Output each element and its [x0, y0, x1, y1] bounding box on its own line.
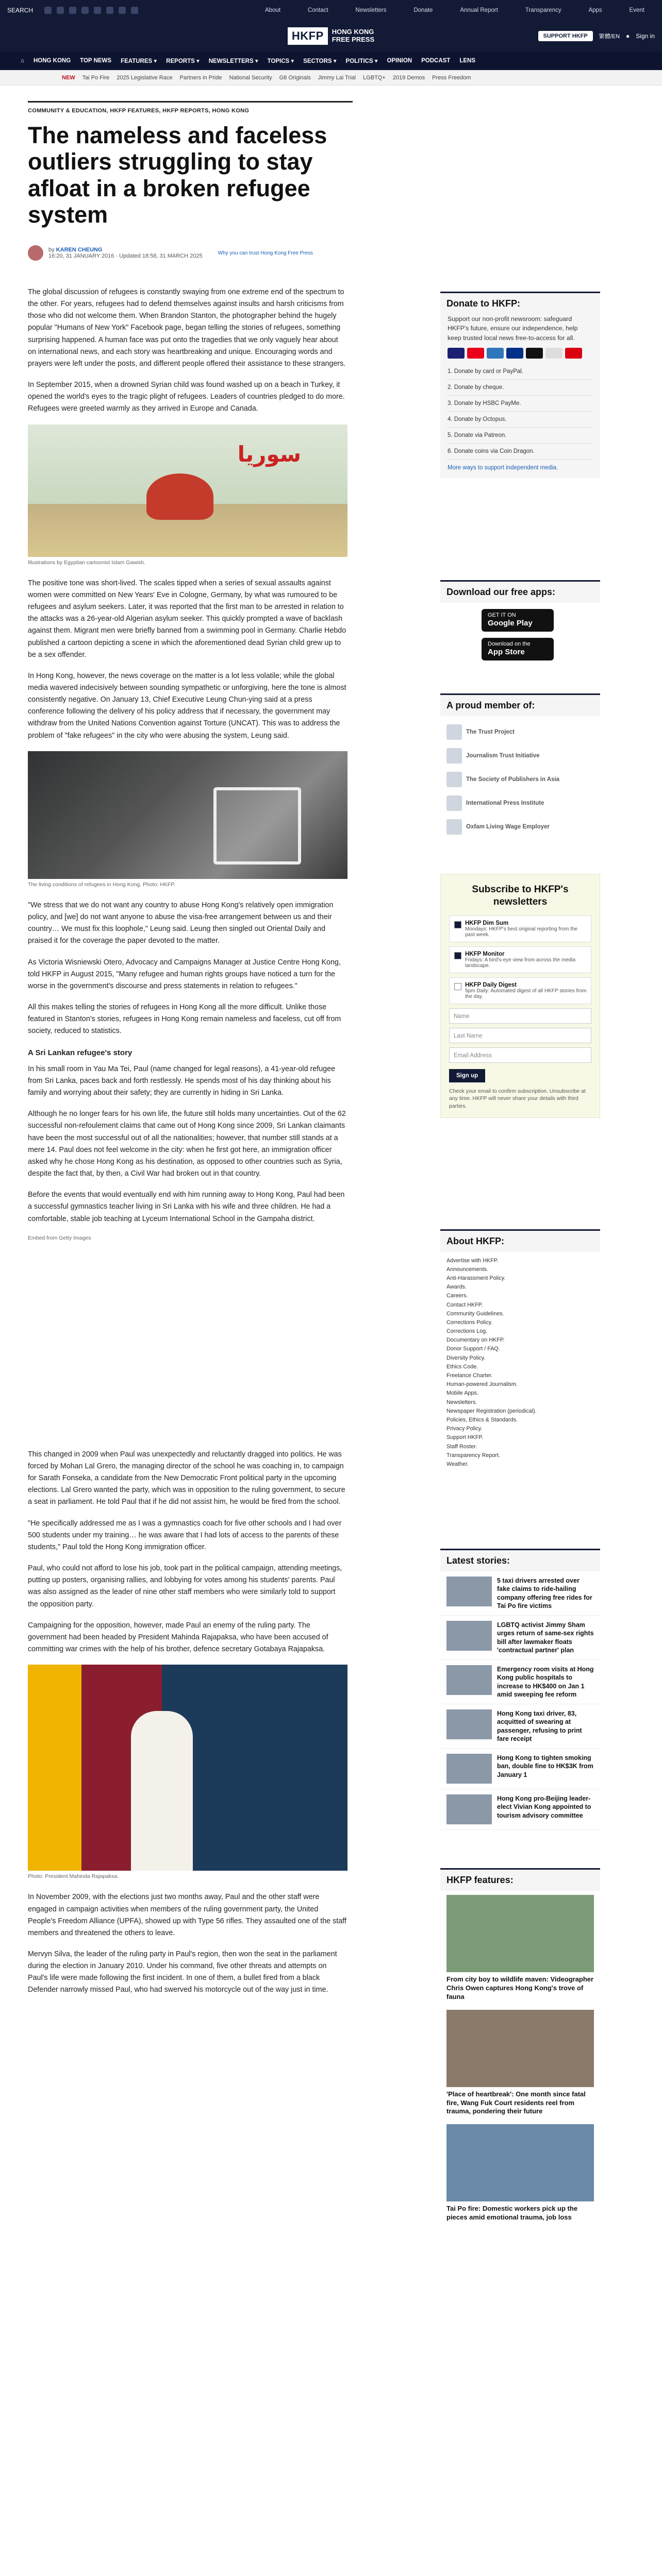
paragraph: "We stress that we do not want any country to abuse Hong Kong's relatively open immigration policy, and [we] do not want anyone to abuse the visa-free arrangement between us and their country… We must fix this loophole," Leung said. Leung then singled out Oriental Daily and praised it for the coverage the paper devoted to the matter. [28, 901, 334, 945]
about-link[interactable]: Donor Support / FAQ. [446, 1346, 500, 1352]
getty-embed-placeholder [28, 1253, 347, 1449]
trending-item[interactable]: G8 Originals [279, 74, 311, 81]
author-avatar [28, 245, 43, 261]
feature-image [446, 2124, 594, 2201]
author-link[interactable]: KAREN CHEUNG [56, 247, 103, 253]
donate-title: Donate to HKFP: [440, 292, 600, 314]
byline-prefix: by [48, 247, 55, 253]
nav-reports[interactable]: REPORTS ▾ [166, 57, 200, 64]
paragraph: Before the events that would eventually end with him running away to Hong Kong, Paul had been a successful gymnastics teacher living in Sri Lanka with his wife and three children. He had a comfortable, stable job teaching at Lyceum International School in the Gampaha district. [28, 1191, 345, 1223]
image-caption: Photo: President Mahinda Rajapaksa. [28, 1873, 119, 1880]
paragraph: Paul, who could not afford to lose his job, took part in the political campaign, attending meetings, putting up posters, organising rallies, and lobbying for votes among his students' parents. Paul was also assigned as the leader of nine other staff members who were similarly told to support the opposition party. [28, 1564, 342, 1608]
newsletter-note: Check your email to confirm subscription. Unsubscribe at any time. HKFP will never share your details with third parties. [449, 1088, 586, 1109]
ipi-icon [446, 795, 462, 811]
story-title: Hong Kong taxi driver, 83, acquitted of swearing at passenger, refusing to print fare receipt [497, 1710, 582, 1742]
donate-widget [440, 292, 600, 478]
story-title: Hong Kong to tighten smoking ban, double fine to HK$3K from January 1 [497, 1754, 593, 1778]
latest-story[interactable] [440, 1660, 600, 1704]
about-link[interactable]: Diversity Policy. [446, 1354, 486, 1361]
donate-option[interactable]: 1. Donate by card or PayPal. [448, 364, 593, 380]
paragraph: "He specifically addressed me as I was a gymnastics coach for five other schools and I had over 500 students under my training… he was aware that I had lots of access to the parents of these students," Paul told the Hong Kong immigration officer. [28, 1519, 342, 1551]
article-dates: 16:20, 31 JANUARY 2016 · Updated 18:58, 31 MARCH 2025 [48, 253, 203, 260]
about-link[interactable]: Privacy Policy. [446, 1426, 483, 1432]
email-input[interactable]: Email Address [449, 1047, 591, 1063]
trending-item[interactable]: 2025 Legislative Race [117, 74, 173, 81]
link-contact[interactable]: Contact [307, 7, 328, 13]
site-logo[interactable] [288, 27, 374, 45]
link-about[interactable]: About [265, 7, 281, 13]
about-link[interactable]: Ethics Code. [446, 1363, 478, 1370]
trending-item[interactable]: Tai Po Fire [82, 74, 110, 81]
about-widget [440, 1229, 600, 1473]
about-link[interactable]: Transparency Report. [446, 1452, 501, 1459]
member-trust-project[interactable] [446, 720, 594, 744]
facebook-icon[interactable] [57, 7, 64, 14]
image-caption: The living conditions of refugees in Hong Kong. Photo: HKFP. [28, 881, 175, 888]
support-hkfp-button[interactable]: SUPPORT HKFP [538, 31, 593, 41]
paragraph: The positive tone was short-lived. The scales tipped when a series of sexual assaults against women were committed on New Years' Eve in Cologne, Germany, by what was rumoured to be refugees and asylum seekers. Later, it was reported that the first man to be arrested in relation to the attacks was a 26-year-old Algerian asylum seeker. This quickly prompted a wave of backlash against them. Migrant men were briefly banned from a swimming pool in Germany. Charlie Hebdo published a cartoon depicting a scene in which the aforementioned dead Syrian child grew up to be a sex offender. [28, 579, 346, 659]
member-label: The Trust Project [466, 729, 515, 735]
applepay-icon [526, 348, 543, 359]
story-title: Hong Kong pro-Beijing leader-elect Vivian Kong appointed to tourism advisory committee [497, 1795, 591, 1819]
nav-politics[interactable]: POLITICS ▾ [346, 57, 378, 64]
logo-line-2: FREE PRESS [332, 36, 375, 43]
nav-top-news[interactable]: TOP NEWS [80, 58, 112, 64]
latest-story[interactable] [440, 1749, 600, 1789]
link-newsletters[interactable]: Newsletters [355, 7, 387, 13]
about-link[interactable]: Advertise with HKFP. [446, 1257, 499, 1264]
member-label: International Press Institute [466, 800, 544, 806]
youtube-icon[interactable] [94, 7, 101, 14]
threads-icon[interactable] [81, 7, 89, 14]
about-link[interactable]: Documentary on HKFP. [446, 1337, 505, 1344]
logo-text [332, 28, 374, 44]
gplay-big: Google Play [488, 619, 533, 628]
image-caption: Illustrations by Egyptian cartoonist Islam Gawish. [28, 559, 146, 566]
nav-podcast[interactable]: PODCAST [421, 58, 451, 64]
about-link[interactable]: Freelance Charter. [446, 1372, 493, 1379]
search-button[interactable]: SEARCH [7, 7, 34, 14]
about-link[interactable]: Careers. [446, 1293, 468, 1299]
telegram-icon[interactable] [119, 7, 126, 14]
about-title: About HKFP: [440, 1229, 600, 1252]
nav-topics[interactable]: TOPICS ▾ [268, 57, 294, 64]
article-categories[interactable]: COMMUNITY & EDUCATION, HKFP FEATURES, HKFP REPORTS, HONG KONG [28, 101, 353, 114]
nl-desc: Fridays: A bird's-eye view from across the media landscape. [465, 957, 576, 969]
member-title: A proud member of: [440, 693, 600, 716]
president-photo [28, 1665, 347, 1871]
story-thumbnail [446, 1665, 492, 1695]
paragraph: In September 2015, when a drowned Syrian child was found washed up on a beach in Turkey, it opened the world's eyes to the tragic plight of refugees. Leaders of countries pledged to do more. Refugees were greeted warmly as they arrived in Europe and Canada. [28, 381, 345, 413]
about-link[interactable]: Policies, Ethics & Standards. [446, 1416, 518, 1423]
last-name-input[interactable]: Last Name [449, 1028, 591, 1043]
oxfam-icon [446, 819, 462, 835]
more-ways-link[interactable]: More ways to support independent media. [448, 465, 558, 471]
story-title: Emergency room visits at Hong Kong public hospitals to increase to HK$400 on Jan 1 amid sweeping fee reform [497, 1666, 594, 1698]
story-thumbnail [446, 1709, 492, 1739]
newsletter-widget [440, 874, 600, 1118]
about-link[interactable]: Weather. [446, 1461, 469, 1467]
newsletter-digest-checkbox[interactable] [449, 977, 591, 1004]
trending-item[interactable]: Partners in Pride [179, 74, 222, 81]
donate-option[interactable]: 3. Donate by HSBC PayMe. [448, 396, 593, 412]
paragraph: In Hong Kong, however, the news coverage on the matter is a lot less volatile; while the global media wavered indecisively between sounding sympathetic or unforgiving, here the tone is almost consistently negative. On January 13, Chief Executive Leung Chun-ying said at a press conference following the delivery of his policy address that if necessary, the government may withdraw from the United Nations Convention against Torture (UNCAT). This was to address the problem of "fake refugees" in the city who were abusing the system, Leung said. [28, 671, 346, 740]
name-input[interactable]: Name [449, 1008, 591, 1024]
user-icon[interactable]: ● [626, 32, 630, 40]
sopa-icon [446, 772, 462, 787]
about-link[interactable]: Human-powered Journalism. [446, 1381, 518, 1388]
trending-item[interactable]: National Security [229, 74, 272, 81]
why-trust-link[interactable]: Why you can trust Hong Kong Free Press [218, 250, 313, 256]
member-oxfam[interactable] [446, 815, 594, 839]
mastercard-icon [467, 348, 484, 359]
feature-title: 'Place of heartbreak': One month since fatal fire, Wang Fuk Court residents reel from trauma, pondering their future [446, 2090, 586, 2115]
appstore-small: Download on the [488, 641, 531, 647]
features-title: HKFP features: [440, 1868, 600, 1891]
apps-title: Download our free apps: [440, 580, 600, 603]
cartoon-text: سوريا [237, 441, 301, 467]
nav-hong-kong[interactable]: HONG KONG [33, 58, 71, 64]
appstore-big: App Store [488, 648, 525, 657]
google-play-button[interactable] [482, 609, 554, 632]
nav-opinion[interactable]: OPINION [387, 58, 412, 64]
social-icons [44, 7, 138, 14]
latest-stories-widget [440, 1549, 600, 1830]
paragraph: Mervyn Silva, the leader of the ruling party in Paul's region, then won the seat in the parliament during the election in January 2010. Under his command, five other threats and attempts on Paul's life were made following the first incident. In one of them, a bullet fired from a black Defender narrowly missed Paul, who had swerved his motorcycle out of the way just in time. [28, 1950, 337, 1994]
paragraph: This changed in 2009 when Paul was unexpectedly and reluctantly dragged into politics. He was forced by Mohan Lal Grero, the managing director of the school he was coaching in, to campaign for Sarath Fonseka, a candidate from the New Democratic Front political party in the upcoming elections. Lal Grero wanted the party, which was in opposition to the ruling government, to secure a seat in parliament. He told Paul that if he did not assist him, he would be fired from the school. [28, 1450, 345, 1506]
nav-newsletters[interactable]: NEWSLETTERS ▾ [209, 57, 258, 64]
nav-home-icon[interactable]: ⌂ [21, 58, 24, 64]
nl-name: HKFP Dim Sum [465, 920, 509, 926]
about-link[interactable]: Anti-Harassment Policy. [446, 1275, 506, 1281]
visa-icon [448, 348, 465, 359]
link-donate[interactable]: Donate [413, 7, 433, 13]
googlepay-icon [545, 348, 562, 359]
trending-item[interactable]: 2019 Demos [392, 74, 425, 81]
newsletter-monitor-checkbox[interactable] [449, 946, 591, 973]
nl-desc: 5pm Daily: Automated digest of all HKFP stories from the day. [465, 988, 587, 999]
about-link[interactable]: Newsletters. [446, 1399, 477, 1405]
newsletter-dimsum-checkbox[interactable] [449, 916, 591, 942]
trending-bar [0, 70, 662, 86]
feature-title: From city boy to wildlife maven: Videographer Chris Owen captures Hong Kong's trove of fauna [446, 1975, 594, 2001]
donate-options [440, 364, 600, 460]
page-body [0, 86, 662, 2576]
gplay-small: GET IT ON [488, 612, 516, 618]
x-icon[interactable] [44, 7, 52, 14]
crib-shape [213, 787, 301, 865]
whatsapp-icon[interactable] [106, 7, 113, 14]
link-apps[interactable]: Apps [588, 7, 602, 13]
nl-desc: Mondays: HKFP's best original reporting from the past week. [465, 926, 578, 938]
instagram-icon[interactable] [69, 7, 76, 14]
story-thumbnail [446, 1754, 492, 1784]
feature-title: Tai Po fire: Domestic workers pick up the pieces amid emotional trauma, job loss [446, 2205, 578, 2222]
feature-story[interactable] [440, 2120, 600, 2226]
trending-label: NEW [62, 74, 75, 81]
donate-option[interactable]: 4. Donate by Octopus. [448, 412, 593, 428]
about-link[interactable]: Community Guidelines. [446, 1310, 504, 1317]
nl-name: HKFP Monitor [465, 951, 505, 957]
member-label: Journalism Trust Initiative [466, 753, 540, 759]
feature-story[interactable] [440, 1891, 600, 2006]
link-event[interactable]: Event [629, 7, 644, 13]
logo-mark: HKFP [288, 27, 328, 45]
link-annual-report[interactable]: Annual Report [460, 7, 498, 13]
payme-icon [565, 348, 582, 359]
top-bar [0, 0, 662, 21]
latest-title: Latest stories: [440, 1549, 600, 1571]
latest-story[interactable] [440, 1789, 600, 1830]
about-link[interactable]: Corrections Log. [446, 1328, 488, 1335]
about-link[interactable]: Announcements. [446, 1266, 489, 1273]
paragraph: Campaigning for the opposition, however, made Paul an enemy of the ruling party. The government had been headed by President Mahinda Rajapaksa, who have been accused of committing war crimes with the help of his brother, defence secretary Gotabaya Rajapaksa. [28, 1621, 328, 1654]
donate-option[interactable]: 5. Donate via Patreon. [448, 428, 593, 444]
newsletter-title: Subscribe to HKFP's newsletters [472, 884, 569, 907]
donate-option[interactable]: 2. Donate by cheque. [448, 380, 593, 396]
logo-line-1: HONG KONG [332, 28, 374, 36]
language-toggle[interactable]: 繁體/EN [599, 33, 620, 40]
article-title: The nameless and faceless outliers struggling to stay afloat in a broken refugee system [28, 122, 327, 228]
features-widget [440, 1868, 600, 2226]
signup-button[interactable]: Sign up [449, 1069, 485, 1082]
refugee-room-photo [28, 751, 347, 879]
paragraph: The global discussion of refugees is constantly swaying from one extreme end of the spectrum to the other. For years, refugees had to defend themselves against insults and harsh criticisms from those who did not welcome them. When Brandon Stanton, the photographer behind the hugely popular "Humans of New York" Facebook page, began telling the stories of refugees, something surprising happened. A human face was put onto the tragedies that we only vaguely hear about on international news, and each story was heartbreaking and unique. Encouraging words and prayers were left under the posts, and different people offered their assistance to these strangers. [28, 288, 346, 368]
story-title: 5 taxi drivers arrested over fake claims to ride-hailing company offering free rides for Tai Po fire victims [497, 1577, 592, 1609]
donate-text: Support our non-profit newsroom: safeguard HKFP's future, ensure our independence, help keep trusted local news free-to-access for all. [448, 315, 578, 342]
member-widget [440, 693, 600, 843]
article-body [28, 286, 347, 2006]
trending-item[interactable]: Jimmy Lai Trial [318, 74, 356, 81]
about-link[interactable]: Awards. [446, 1284, 467, 1291]
paragraph: In his small room in Yau Ma Tei, Paul (name changed for legal reasons), a 41-year-old refugee from Sri Lanka, paces back and forth restlessly. He spends most of his day thinking about his family and worrying about their safety; they are currently in hiding in Sri Lanka. [28, 1064, 336, 1097]
donate-option[interactable]: 6. Donate coins via Coin Dragon. [448, 444, 593, 460]
app-store-button[interactable] [482, 638, 554, 660]
nav-lens[interactable]: LENS [459, 58, 475, 64]
story-thumbnail [446, 1577, 492, 1606]
figure-shape [131, 1711, 193, 1871]
trending-item[interactable]: Press Freedom [432, 74, 471, 81]
about-link[interactable]: Contact HKFP. [446, 1301, 483, 1308]
paragraph: As Victoria Wisniewski Otero, Advocacy and Campaigns Manager at Justice Centre Hong Kong, told HKFP in August 2015, "Many refugee and human rights groups have noticed a turn for the worse in the government's discourse and press statements in relation to refugees." [28, 958, 341, 990]
link-transparency[interactable]: Transparency [525, 7, 561, 13]
latest-story[interactable] [440, 1704, 600, 1749]
main-nav [0, 52, 662, 70]
member-label: The Society of Publishers in Asia [466, 776, 560, 783]
cartoon-image [28, 425, 347, 557]
about-link[interactable]: Support HKFP. [446, 1434, 484, 1441]
story-thumbnail [446, 1621, 492, 1651]
about-link[interactable]: Newspaper Registration (periodical). [446, 1408, 537, 1414]
paragraph: In November 2009, with the elections just two months away, Paul and the other staff were engaged in campaign activities when members of the ruling government party, the United People's Freedom Alliance (UPFA), showed up with Type 56 rifles. They assaulted one of the staff members and threatened the others to leave. [28, 1893, 346, 1937]
about-link[interactable]: Corrections Policy. [446, 1319, 493, 1326]
masthead [0, 21, 662, 52]
getty-embed-label[interactable]: Embed from Getty Images [28, 1234, 91, 1241]
byline [28, 245, 347, 261]
paragraph: Although he no longer fears for his own life, the future still holds many uncertainties. Out of the 62 successful non-refoulement claims that came out of Hong Kong since 2009, Sri Lankan claimants have been the most successful out of all the nationalities; however, that number still stands at a mere 14. Paul does not feel welcome in the city: when he first got here, an immigration officer asked why he chose Hong Kong as his destination, as opposed to other countries such as Syria, despite the fact that, by then, a Civil War had broken out in that country. [28, 1110, 346, 1178]
about-link[interactable]: Mobile Apps. [446, 1390, 478, 1397]
paragraph: All this makes telling the stories of refugees in Hong Kong all the more difficult. Unlike those featured in Stanton's stories, refugees in Hong Kong remain nameless and faceless, cut off from society, reduced to statistics. [28, 1003, 341, 1036]
member-sopa[interactable] [446, 768, 594, 791]
nl-name: HKFP Daily Digest [465, 981, 517, 988]
nav-sectors[interactable]: SECTORS ▾ [303, 57, 336, 64]
amex-icon [487, 348, 504, 359]
nav-features[interactable]: FEATURES ▾ [121, 57, 157, 64]
payment-icons [440, 343, 600, 364]
latest-story[interactable] [440, 1616, 600, 1660]
cartoon-child [146, 473, 213, 520]
paypal-icon [506, 348, 523, 359]
about-link[interactable]: Staff Roster. [446, 1443, 477, 1450]
latest-story[interactable] [440, 1571, 600, 1616]
sign-in-link[interactable]: Sign in [636, 32, 655, 40]
apps-widget [440, 580, 600, 660]
trending-item[interactable]: LGBTQ+ [363, 74, 386, 81]
rss-icon[interactable] [131, 7, 138, 14]
trust-project-icon [446, 724, 462, 740]
feature-story[interactable] [440, 2006, 600, 2121]
story-title: LGBTQ activist Jimmy Sham urges return of same-sex rights bill after lawmaker floats 'contractual partner' plan [497, 1621, 594, 1654]
member-ipi[interactable] [446, 791, 594, 815]
feature-image [446, 1895, 594, 1972]
member-label: Oxfam Living Wage Employer [466, 824, 550, 830]
story-thumbnail [446, 1794, 492, 1824]
jti-icon [446, 748, 462, 764]
feature-image [446, 2010, 594, 2087]
section-heading: A Sri Lankan refugee's story [28, 1048, 133, 1057]
member-jti[interactable] [446, 744, 594, 768]
